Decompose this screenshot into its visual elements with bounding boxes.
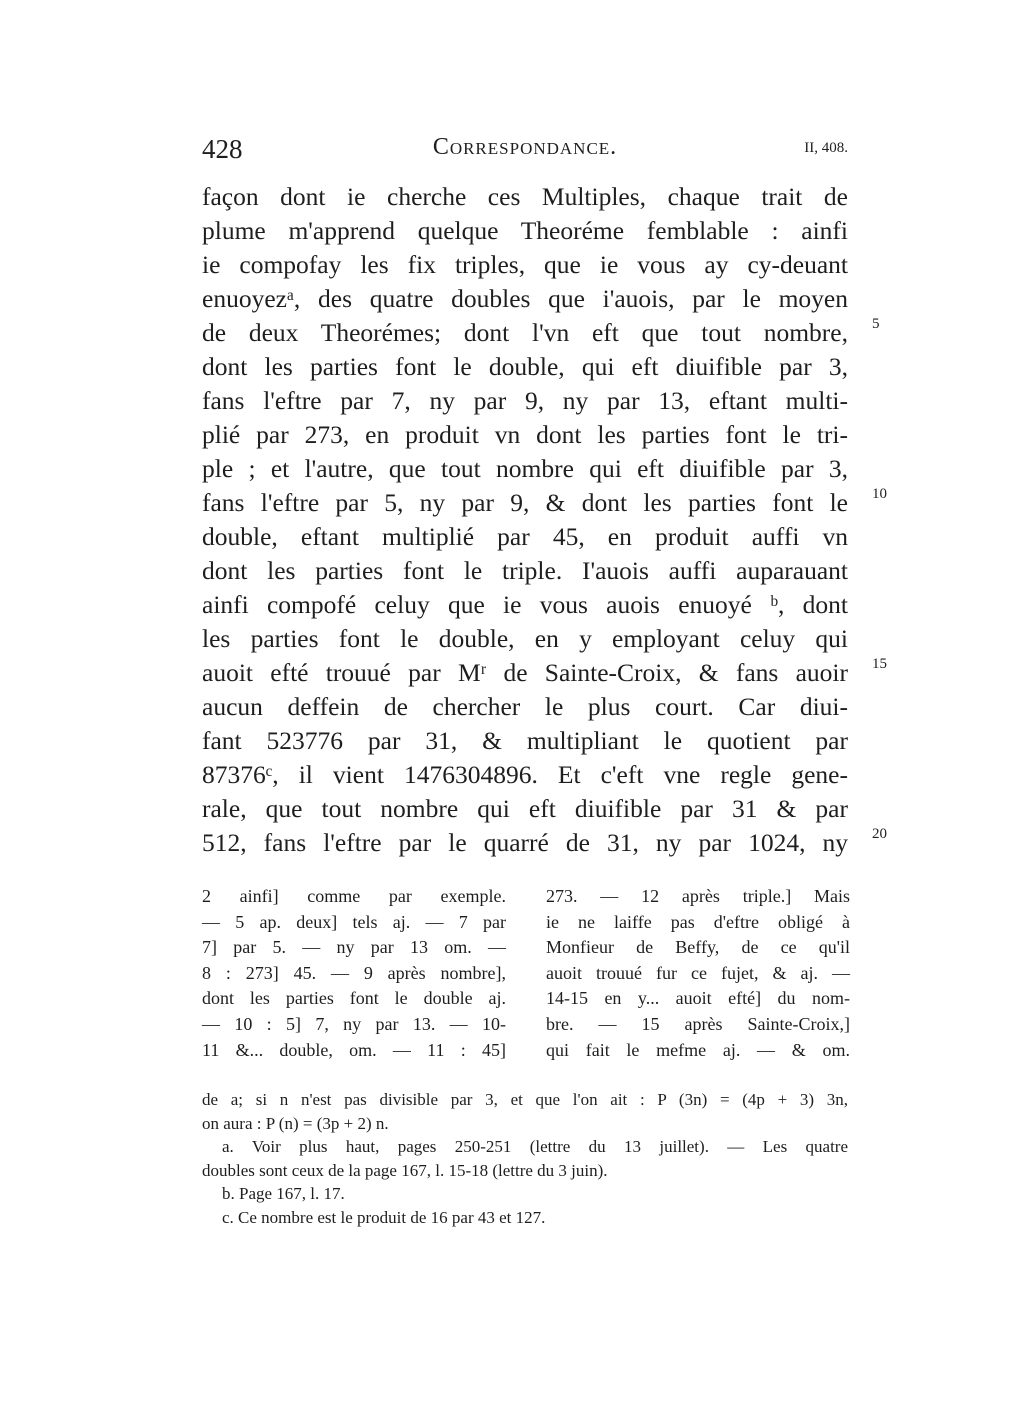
body-line: de deux Theorémes; dont l'vn eft que tout nombre, bbox=[202, 318, 848, 347]
body-line: les parties font le double, en y employant celuy qui bbox=[202, 624, 848, 653]
body-line: plié par 273, en produit vn dont les parties font le tri- bbox=[202, 420, 848, 449]
line-number-5: 5 bbox=[872, 316, 880, 332]
variant-line: bre. — 15 après Sainte-Croix,] bbox=[546, 1013, 850, 1034]
variant-line: — 5 ap. deux] tels aj. — 7 par bbox=[202, 911, 506, 932]
body-line: 87376ᶜ, il vient 1476304896. Et c'eft vne regle gene- bbox=[202, 760, 848, 789]
variant-line: — 10 : 5] 7, ny par 13. — 10- bbox=[202, 1013, 506, 1034]
footnote-c: c. Ce nombre est le produit de 16 par 43 et 127. bbox=[222, 1207, 546, 1227]
body-line: plume m'apprend quelque Theoréme femblable : ainfi bbox=[202, 216, 848, 245]
note-line: de a; si n n'est pas divisible par 3, et que l'on ait : P (3n) = (4p + 3) 3n, bbox=[202, 1090, 848, 1109]
body-line: dont les parties font le double, qui eft diuifible par 3, bbox=[202, 352, 848, 381]
body-line: dont les parties font le triple. I'auois auffi auparauant bbox=[202, 556, 848, 585]
variant-line: 14-15 en y... auoit efté] du nom- bbox=[546, 988, 850, 1009]
variant-line: ie ne laiffe pas d'eftre obligé à bbox=[546, 911, 850, 932]
variant-line: Monfieur de Beffy, de ce qu'il bbox=[546, 937, 850, 958]
variant-line: qui fait le mefme aj. — & om. bbox=[546, 1039, 850, 1060]
variant-line: 2 ainfi] comme par exemple. bbox=[202, 886, 506, 906]
page-header bbox=[202, 132, 848, 172]
body-line: enuoyezᵃ, des quatre doubles que i'auois, par le moyen bbox=[202, 284, 848, 313]
body-line: rale, que tout nombre qui eft diuifible par 31 & par bbox=[202, 794, 848, 823]
letter-body bbox=[202, 180, 848, 860]
body-line: fans l'eftre par 5, ny par 9, & dont les parties font le bbox=[202, 488, 848, 517]
variants-right-column bbox=[546, 884, 850, 1063]
line-number-15: 15 bbox=[872, 656, 887, 672]
body-line: aucun deffein de chercher le plus court. Car diui- bbox=[202, 692, 848, 721]
body-line: fans l'eftre par 7, ny par 9, ny par 13, eftant multi- bbox=[202, 386, 848, 415]
variant-line: dont les parties font le double aj. bbox=[202, 988, 506, 1009]
footnote-b: b. Page 167, l. 17. bbox=[222, 1184, 345, 1203]
body-line: ie compofay les fix triples, que ie vous ay cy-deuant bbox=[202, 250, 848, 279]
body-line: double, eftant multiplié par 45, en produit auffi vn bbox=[202, 522, 848, 551]
footnote-a-continued: doubles sont ceux de la page 167, l. 15-18 (lettre du 3 juin). bbox=[202, 1160, 608, 1180]
footnote-a: a. Voir plus haut, pages 250-251 (lettre du 13 juillet). — Les quatre bbox=[222, 1137, 848, 1156]
editorial-notes bbox=[202, 1088, 848, 1229]
variant-line: 8 : 273] 45. — 9 après nombre], bbox=[202, 962, 506, 983]
volume-reference: II, 408. bbox=[804, 140, 848, 156]
variant-line: 273. — 12 après triple.] Mais bbox=[546, 886, 850, 906]
variant-line: 11 &... double, om. — 11 : 45] bbox=[202, 1039, 506, 1060]
body-line: auoit efté trouué par Mʳ de Sainte-Croix, & fans auoir bbox=[202, 658, 848, 687]
body-line: fant 523776 par 31, & multipliant le quotient par bbox=[202, 726, 848, 755]
variant-line: 7] par 5. — ny par 13 om. — bbox=[202, 937, 506, 958]
line-number-10: 10 bbox=[872, 486, 887, 502]
body-line: ainfi compofé celuy que ie vous auois enuoyé ᵇ, dont bbox=[202, 590, 848, 619]
body-line: ple ; et l'autre, que tout nombre qui eft diuifible par 3, bbox=[202, 454, 848, 483]
page-number: 428 bbox=[202, 134, 243, 164]
variant-readings bbox=[202, 884, 848, 1064]
variant-line: auoit trouué fur ce fujet, & aj. — bbox=[546, 962, 850, 983]
body-line: façon dont ie cherche ces Multiples, chaque trait de bbox=[202, 182, 848, 211]
line-number-20: 20 bbox=[872, 826, 887, 842]
note-line: on aura : P (n) = (3p + 2) n. bbox=[202, 1113, 389, 1133]
body-line: 512, fans l'eftre par le quarré de 31, ny par 1024, ny bbox=[202, 828, 848, 857]
variants-left-column bbox=[202, 884, 506, 1063]
running-title: Correspondance. bbox=[432, 134, 618, 160]
